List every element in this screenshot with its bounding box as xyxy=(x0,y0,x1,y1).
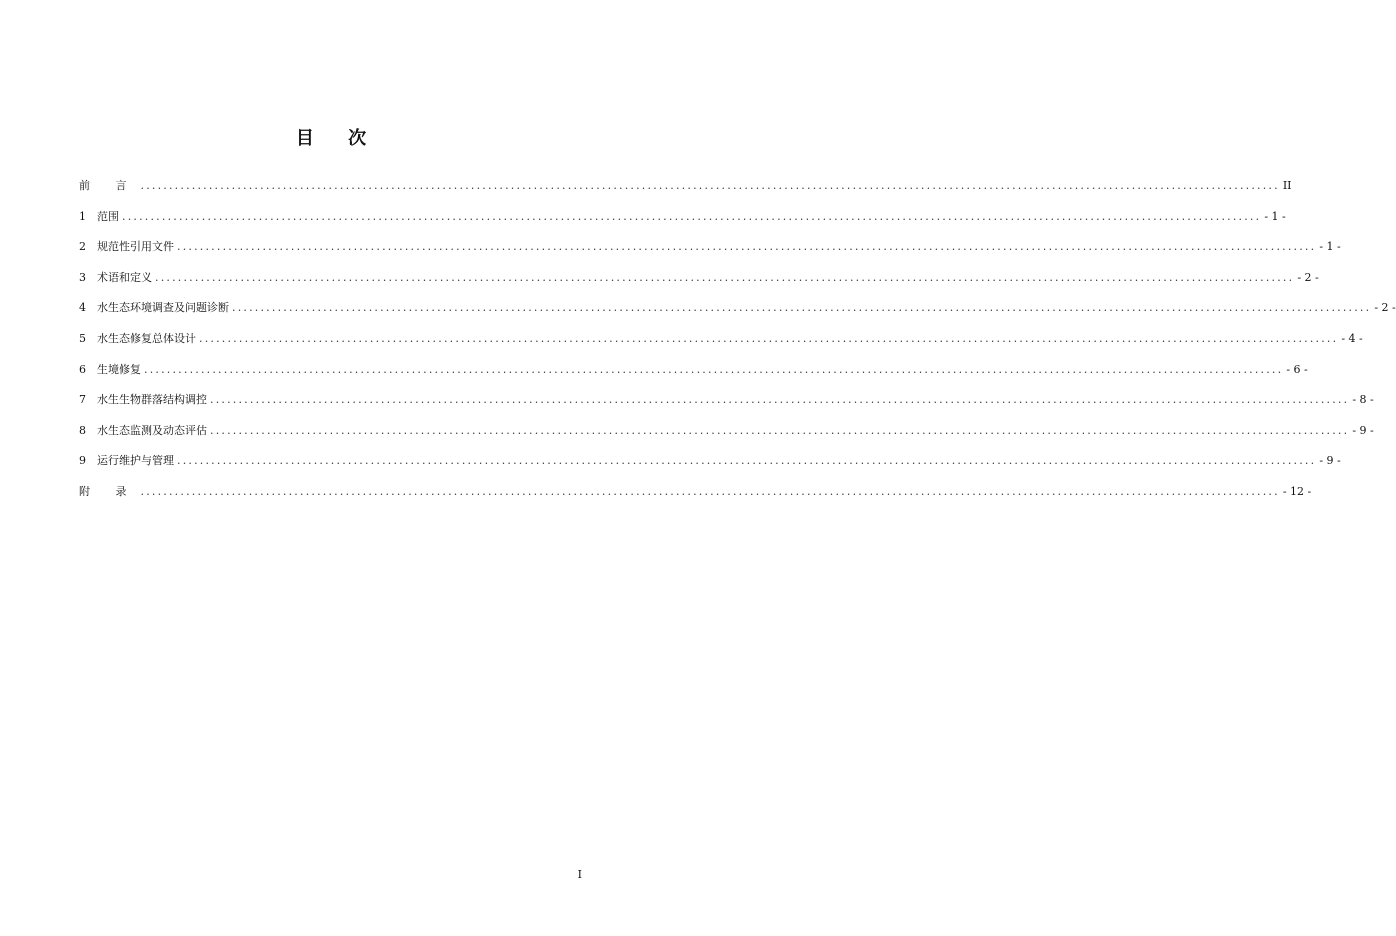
toc-dot-leader: ........................................................................................................................................................................................................ xyxy=(210,423,1350,437)
toc-entry-number: 1 xyxy=(79,209,86,223)
toc-entry-page: II xyxy=(1282,179,1292,192)
toc-entry-page: - 12 - xyxy=(1282,484,1312,498)
toc-entry[interactable] xyxy=(79,178,1292,209)
toc-entry-label: 生境修复 xyxy=(97,362,141,376)
toc-entry-label: 术语和定义 xyxy=(97,270,152,284)
toc-entry[interactable] xyxy=(79,392,1374,423)
toc-entry[interactable] xyxy=(79,362,1308,393)
toc-entry[interactable] xyxy=(79,209,1286,240)
toc-entry-page: - 9 - xyxy=(1352,423,1374,437)
toc-entry[interactable] xyxy=(79,300,1396,331)
toc-entry[interactable] xyxy=(79,331,1363,362)
toc-dot-leader: ........................................................................................................................................................................................................ xyxy=(155,270,1295,284)
toc-entry-number: 9 xyxy=(79,454,86,468)
toc-entry-number: 6 xyxy=(79,362,86,376)
toc-entry-number: 2 xyxy=(79,240,86,254)
toc-entry-label: 附 录 xyxy=(79,484,138,498)
toc-entry[interactable] xyxy=(79,484,1312,515)
toc-entry-label: 前 言 xyxy=(79,179,138,192)
toc-entry-page: - 1 - xyxy=(1264,209,1286,223)
toc-entry[interactable] xyxy=(79,423,1374,454)
toc-entry[interactable] xyxy=(79,239,1341,270)
footer-page-number: I xyxy=(577,868,582,881)
toc-dot-leader: ........................................................................................................................................................................................................ xyxy=(210,393,1350,407)
toc-entry-page: - 9 - xyxy=(1319,454,1341,468)
toc-dot-leader: ........................................................................................................................................................................................................ xyxy=(140,179,1280,192)
toc-dot-leader: ........................................................................................................................................................................................................ xyxy=(177,454,1317,468)
toc-entry-number: 4 xyxy=(79,301,86,315)
toc-entry-label: 水生态监测及动态评估 xyxy=(97,423,207,437)
toc-entry-label: 运行维护与管理 xyxy=(97,454,174,468)
toc-dot-leader: ........................................................................................................................................................................................................ xyxy=(232,301,1372,315)
toc-entry-page: - 2 - xyxy=(1374,301,1396,315)
toc-entry-label: 范围 xyxy=(97,209,119,223)
toc-entry-label: 规范性引用文件 xyxy=(97,240,174,254)
toc-dot-leader: ........................................................................................................................................................................................................ xyxy=(140,484,1280,498)
toc-dot-leader: ........................................................................................................................................................................................................ xyxy=(177,240,1317,254)
toc-entry-label: 水生态修复总体设计 xyxy=(97,331,196,345)
toc-entry-number: 5 xyxy=(79,331,86,345)
toc-entry-number: 7 xyxy=(79,393,86,407)
table-of-contents xyxy=(79,178,1396,515)
toc-entry[interactable] xyxy=(79,453,1341,484)
toc-dot-leader: ........................................................................................................................................................................................................ xyxy=(122,209,1262,223)
toc-entry-label: 水生态环境调查及问题诊断 xyxy=(97,301,229,315)
toc-entry-page: - 8 - xyxy=(1352,393,1374,407)
toc-entry-label: 水生生物群落结构调控 xyxy=(97,393,207,407)
toc-entry[interactable] xyxy=(79,270,1319,301)
toc-entry-page: - 1 - xyxy=(1319,240,1341,254)
toc-dot-leader: ........................................................................................................................................................................................................ xyxy=(144,362,1284,376)
toc-entry-number: 3 xyxy=(79,270,86,284)
toc-entry-page: - 6 - xyxy=(1286,362,1308,376)
toc-dot-leader: ........................................................................................................................................................................................................ xyxy=(199,331,1339,345)
toc-entry-page: - 2 - xyxy=(1297,270,1319,284)
toc-entry-number: 8 xyxy=(79,423,86,437)
toc-entry-page: - 4 - xyxy=(1341,331,1363,345)
page-title: 目 次 xyxy=(295,128,381,149)
